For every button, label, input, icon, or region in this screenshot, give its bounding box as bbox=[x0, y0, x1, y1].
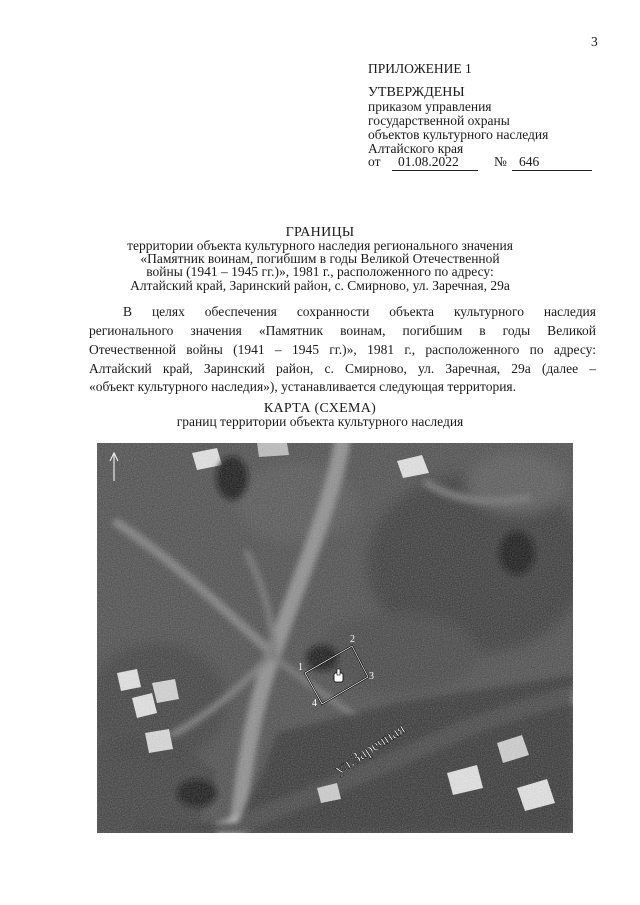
approval-line-2: государственной охраны bbox=[368, 113, 510, 128]
page-number: 3 bbox=[591, 34, 598, 49]
body-line-4: Алтайский край, Заринский район, с. Смирново, ул. Заречная, 29а (далее – bbox=[89, 361, 596, 376]
borders-heading: ГРАНИЦЫ bbox=[285, 225, 355, 240]
body-line-5: «объект культурного наследия»), устанавливается следующая территория. bbox=[89, 379, 517, 394]
title-line-3: войны (1941 – 1945 гг.)», 1981 г., расположенного по адресу: bbox=[146, 264, 494, 279]
title-line-1: территории объекта культурного наследия регионального значения bbox=[127, 238, 513, 253]
order-number: 646 bbox=[519, 154, 540, 169]
map-heading: КАРТА (СХЕМА) bbox=[263, 401, 377, 416]
number-underline bbox=[512, 170, 592, 171]
title-line-2: «Памятник воинам, погибшим в годы Великой Отечественной bbox=[140, 251, 500, 266]
map-scheme bbox=[97, 443, 573, 833]
street-label: ул.Заречная bbox=[331, 720, 409, 779]
date-prefix: от bbox=[368, 154, 381, 169]
approval-line-1: приказом управления bbox=[368, 99, 492, 114]
order-date: 01.08.2022 bbox=[398, 154, 459, 169]
date-underline bbox=[392, 170, 478, 171]
appendix-label: ПРИЛОЖЕНИЕ 1 bbox=[368, 61, 472, 76]
approval-line-3: объектов культурного наследия bbox=[368, 127, 549, 142]
approval-line-4: Алтайского края bbox=[368, 141, 464, 156]
boundary-point-2: 2 bbox=[350, 634, 355, 645]
body-line-3: Отечественной войны (1941 – 1945 гг.)», 1981 г., расположенного по адресу: bbox=[89, 342, 596, 357]
body-line-2: регионального значения «Памятник воинам, погибшим в годы Великой bbox=[89, 323, 596, 338]
map-subheading: границ территории объекта культурного наследия bbox=[176, 414, 464, 429]
boundary-point-4: 4 bbox=[312, 698, 317, 709]
body-line-1: В целях обеспечения сохранности объекта культурного наследия bbox=[123, 304, 596, 319]
number-prefix: № bbox=[494, 154, 507, 169]
title-line-4: Алтайский край, Заринский район, с. Смирново, ул. Заречная, 29а bbox=[130, 278, 510, 293]
approved-label: УТВЕРЖДЕНЫ bbox=[368, 85, 465, 100]
boundary-point-1: 1 bbox=[298, 662, 303, 673]
boundary-point-3: 3 bbox=[369, 671, 374, 682]
